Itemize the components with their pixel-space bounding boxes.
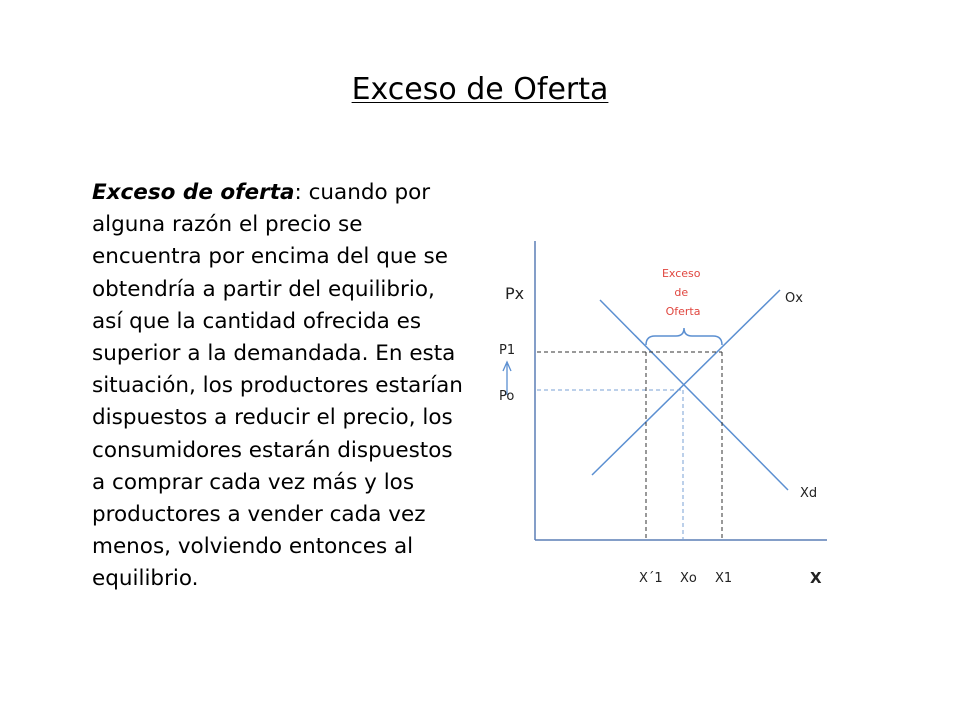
price-p1-label: P1 — [499, 343, 516, 358]
slide-title-text: Exceso de Oferta — [351, 72, 609, 107]
qty-supplied-label: X1 — [715, 571, 733, 586]
qty-eq-label: Xo — [680, 571, 697, 586]
supply-curve-label: Ox — [785, 291, 803, 306]
price-po-label: Po — [499, 389, 515, 404]
excess-label-line-3: Oferta — [665, 305, 701, 318]
qty-demanded-label: X´1 — [639, 571, 663, 586]
excess-label — [662, 267, 704, 318]
x-axis-label: X — [810, 569, 822, 587]
demand-curve-label: Xd — [800, 486, 818, 501]
demand-curve — [600, 300, 788, 490]
excess-label-line-2: de — [674, 286, 689, 299]
definition-term: Exceso de oferta — [92, 180, 295, 205]
excess-brace — [646, 328, 722, 345]
definition-text: : cuando por alguna razón el precio se encuentra por encima del que se obtendría a partir del equilibrio, así que la cantidad ofrecida es superior a la demandada. En esta situación, los productores estarían dispuestos a reducir el precio, los consumidores estarán dispuestos a comprar cada vez más y los productores a vender cada vez menos, volviendo entonces al equilibrio. — [92, 180, 463, 592]
y-axis-label: Px — [505, 284, 525, 303]
excess-label-line-1: Exceso — [661, 267, 701, 280]
